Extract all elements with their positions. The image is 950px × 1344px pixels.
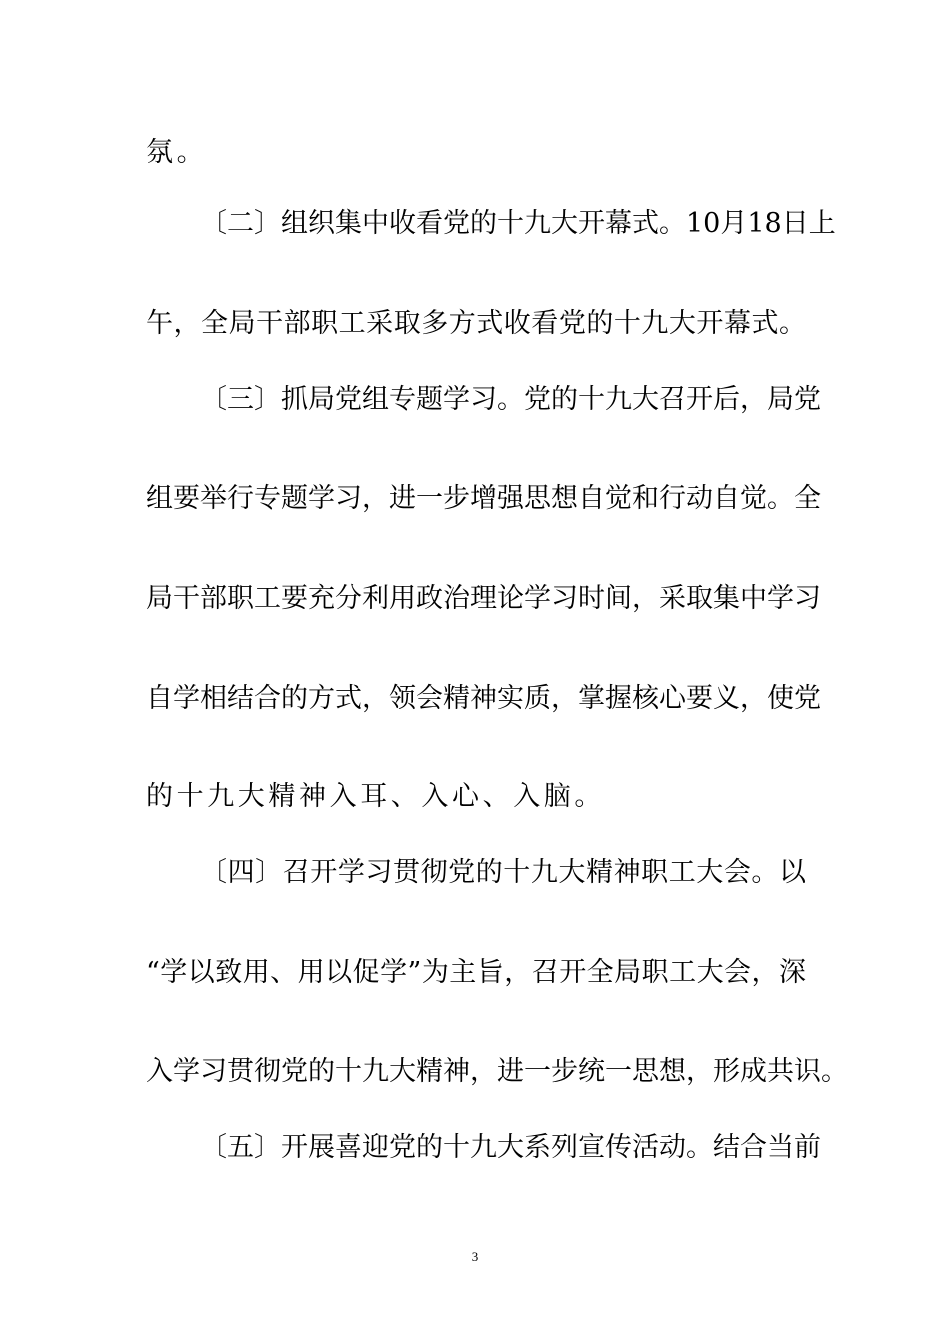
- paragraph-2-line-1: 〔二〕组织集中收看党的十九大开幕式。10月18日上: [200, 208, 836, 239]
- paragraph-3-line-3: 局干部职工要充分利用政治理论学习时间，采取集中学习: [146, 583, 821, 614]
- paragraph-3-line-2: 组要举行专题学习，进一步增强思想自觉和行动自觉。全: [146, 483, 821, 514]
- paragraph-4-line-2: “学以致用、用以促学”为主旨，召开全局职工大会，深: [146, 957, 806, 988]
- paragraph-2-line-2: 午，全局干部职工采取多方式收看党的十九大开幕式。: [146, 308, 806, 339]
- text-line-1: 氛。: [146, 137, 208, 168]
- paragraph-3-line-4: 自学相结合的方式，领会精神实质，掌握核心要义，使党: [146, 683, 821, 714]
- paragraph-3-line-5: 的十九大精神入耳、入心、入脑。: [146, 781, 605, 812]
- page-number: 3: [471, 1249, 479, 1264]
- paragraph-4-line-1: 〔四〕召开学习贯彻党的十九大精神职工大会。以: [200, 857, 806, 888]
- paragraph-4-line-3: 入学习贯彻党的十九大精神，进一步统一思想，形成共识。: [146, 1056, 848, 1087]
- paragraph-3-line-1: 〔三〕抓局党组专题学习。党的十九大召开后，局党: [200, 384, 821, 415]
- paragraph-5-line-1: 〔五〕开展喜迎党的十九大系列宣传活动。结合当前: [200, 1132, 821, 1163]
